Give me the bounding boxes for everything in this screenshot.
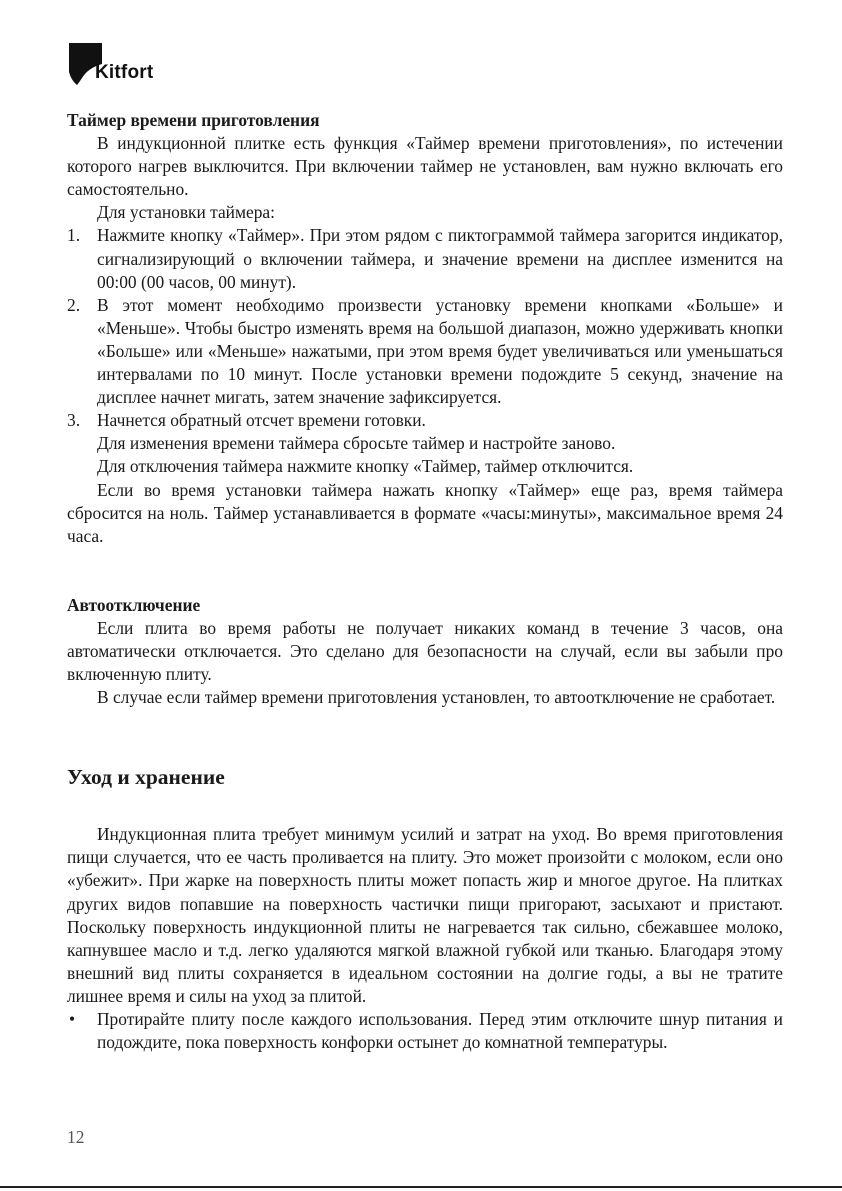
page-content xyxy=(67,109,783,1054)
list-item xyxy=(67,409,783,432)
page-bottom-border xyxy=(0,1186,842,1188)
step-text: Нажмите кнопку «Таймер». При этом рядом с пиктограммой таймера загорится индикатор, сигнализирующий о включении таймера, и значение времени на дисплее изменится на 00:00 (00 часов, 00 минут). xyxy=(97,225,783,292)
timer-intro: В индукционной плитке есть функция «Таймер времени приготовления», по истечении которого нагрев выключится. При включении таймер не установлен, вам нужно включать его самостоятельно. xyxy=(67,133,783,200)
section-heading-care: Уход и хранение xyxy=(67,765,225,790)
list-item xyxy=(67,1008,783,1054)
care-para: Индукционная плита требует минимум усилий и затрат на уход. Во время приготовления пищи случается, что ее часть проливается на плиту. Это может произойти с молоком, если оно «убежит». При жарке на поверхность плиты может попасть жир и многое другое. На плитках других видов попавшие на поверхность частички пищи пригорают, засыхают и пристают. Поскольку поверхность индукционной плиты не нагревается так сильно, сбежавшее молоко, капнувшее масло и т.д. легко удаляются мягкой влажной губкой или тканью. Благодаря этому внешний вид плиты сохраняется в идеальном состоянии на долгие годы, а вы не тратите лишнее время и силы на уход за плитой. xyxy=(67,824,783,1006)
page-number: 12 xyxy=(67,1127,85,1147)
timer-reset-note: Если во время установки таймера нажать кнопку «Таймер» еще раз, время таймера сбросится на ноль. Таймер устанавливается в формате «часы:минуты», максимальное время 24 часа. xyxy=(67,479,783,546)
step-number: 1. xyxy=(67,225,81,246)
section-title-timer: Таймер времени приготовления xyxy=(67,110,320,130)
care-bullets-list xyxy=(67,1008,783,1054)
brand-logo xyxy=(68,42,178,90)
step-number: 2. xyxy=(67,294,81,315)
timer-steps-list xyxy=(67,224,783,432)
timer-change-note: Для изменения времени таймера сбросьте таймер и настройте заново. xyxy=(97,433,616,454)
timer-setup-label: Для установки таймера: xyxy=(97,202,275,223)
timer-disable-note: Для отключения таймера нажмите кнопку «Таймер, таймер отключится. xyxy=(97,456,634,477)
auto-off-para-2: В случае если таймер времени приготовления установлен, то автоотключение не сработает. xyxy=(97,687,776,708)
brand-name: Kitfort xyxy=(95,62,154,83)
step-text: Начнется обратный отсчет времени готовки. xyxy=(97,410,426,431)
auto-off-para-1: Если плита во время работы не получает никаких команд в течение 3 часов, она автоматически отключается. Это сделано для безопасности на случай, если вы забыли про включенную плиту. xyxy=(67,617,783,685)
bullet-text: Протирайте плиту после каждого использования. Перед этим отключите шнур питания и подождите, пока поверхность конфорки остынет до комнатной температуры. xyxy=(97,1009,783,1053)
step-number: 3. xyxy=(67,410,81,431)
list-item xyxy=(67,294,783,409)
section-title-auto-off: Автоотключение xyxy=(67,594,201,615)
list-item xyxy=(67,224,783,293)
bullet-mark: • xyxy=(69,1009,76,1029)
step-text: В этот момент необходимо произвести установку времени кнопками «Больше» и «Меньше». Чтобы быстро изменять время на большой диапазон, можно удерживать кнопки «Больше» или «Меньше» нажатыми, при этом время будет увеличиваться или уменьшаться интервалами по 10 минут. После установки времени подождите 5 секунд, значение на дисплее начнет мигать, затем значение зафиксируется. xyxy=(97,294,783,408)
